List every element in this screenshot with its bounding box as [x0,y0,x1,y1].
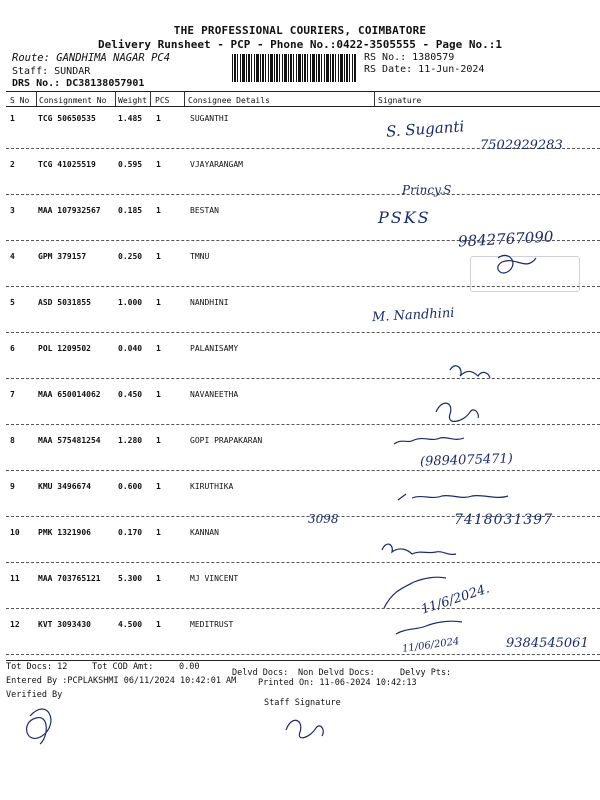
cell-weight: 0.185 [118,206,143,215]
cell-pcs: 1 [156,298,161,307]
cell-consignment: TCG 50650535 [38,114,96,123]
signature-row-7-scribble [436,403,478,421]
staff-signature-scribble [286,720,323,738]
cell-weight: 4.500 [118,620,143,629]
cell-consignee: NANDHINI [190,298,229,307]
company-name: THE PROFESSIONAL COURIERS, COIMBATORE [173,24,427,37]
cell-sno: 3 [10,206,15,215]
delivered-docs: Delvd Docs: [232,668,289,678]
cell-consignee: KANNAN [190,528,219,537]
cell-pcs: 1 [156,344,161,353]
signature-row-3: PSKS [378,208,431,227]
signature-row-1: S. Suganti [385,117,465,141]
cell-pcs: 1 [156,620,161,629]
cell-consignee: MEDITRUST [190,620,234,629]
cell-sno: 7 [10,390,15,399]
rs-date: RS Date: 11-Jun-2024 [364,64,485,75]
cell-weight: 0.170 [118,528,143,537]
cell-consignee: NAVANEETHA [190,390,239,399]
cell-weight: 1.485 [118,114,143,123]
cell-consignee: MJ VINCENT [190,574,239,583]
cell-pcs: 1 [156,114,161,123]
cell-pcs: 1 [156,574,161,583]
cell-consignment: MAA 107932567 [38,206,101,215]
cell-consignment: GPM 379157 [38,252,87,261]
runsheet-title: Delivery Runsheet - PCP - Phone No.:0422-3505555 - Page No.:1 [98,38,502,51]
cell-consignment: KVT 3093430 [38,620,91,629]
verified-by-scribble [27,709,51,744]
cell-consignment: TCG 41025519 [38,160,96,169]
non-delivered-docs: Non Delvd Docs: [298,668,375,678]
signature-row-2: Princy.S [402,183,452,197]
signature-row-5: M. Nandhini [371,305,455,326]
col-signature: Signature [378,96,422,105]
date-row-11: 11/6/2024. [419,581,492,618]
cell-sno: 8 [10,436,15,445]
col-weight: Weight [118,96,147,105]
cell-pcs: 1 [156,390,161,399]
phone-row-3: 9842767090 [457,227,554,251]
cell-consignment: POL 1209502 [38,344,91,353]
cell-weight: 0.595 [118,160,143,169]
cell-sno: 9 [10,482,15,491]
col-sno: S No [10,96,30,105]
phone-row-1: 7502929283 [480,138,563,153]
staff: Staff: SUNDAR [12,66,91,77]
phone-row-12: 9384545061 [506,636,589,651]
cell-consignment: MAA 575481254 [38,436,101,445]
cell-sno: 12 [10,620,20,629]
cell-sno: 4 [10,252,15,261]
drs-number: DRS No.: DC38138057901 [12,78,145,89]
signature-row-11-scribble [384,577,446,608]
cell-weight: 1.280 [118,436,143,445]
signature-row-12-scribble [396,621,462,634]
cell-consignee: SUGANTHI [190,114,229,123]
total-docs: Tot Docs: 12 [6,662,68,672]
signature-row-4-scribble [498,255,536,273]
delivery-points: Delvy Pts: [400,668,452,678]
entered-by: Entered By :PCPLAKSHMI 06/11/2024 10:42:01 AM [6,676,237,686]
cell-weight: 1.000 [118,298,143,307]
total-cod-amount: Tot COD Amt: 0.00 [92,662,200,672]
printed-on: Printed On: 11-06-2024 10:42:13 [258,678,417,688]
cell-pcs: 1 [156,482,161,491]
cell-consignment: ASD 5031855 [38,298,91,307]
cell-pcs: 1 [156,160,161,169]
cell-consignee: KIRUTHIKA [190,482,234,491]
cell-consignment: MAA 703765121 [38,574,101,583]
cell-consignment: PMK 1321906 [38,528,91,537]
cell-consignee: VJAYARANGAM [190,160,243,169]
phone-row-9: 7418031397 [454,512,554,528]
route: Route: GANDHIMA NAGAR PC4 [12,52,171,64]
note-row-9: 3098 [308,512,339,526]
cell-weight: 0.040 [118,344,143,353]
cell-weight: 0.250 [118,252,143,261]
cell-weight: 5.300 [118,574,143,583]
cell-pcs: 1 [156,252,161,261]
col-pcs: PCS [155,96,170,105]
cell-consignee: GOPI PRAPAKARAN [190,436,263,445]
cell-sno: 10 [10,528,20,537]
cell-sno: 2 [10,160,15,169]
col-consignee: Consignee Details [188,96,270,105]
cell-pcs: 1 [156,436,161,445]
cell-sno: 11 [10,574,20,583]
verified-by-label: Verified By [6,690,63,700]
cell-consignment: MAA 650014062 [38,390,101,399]
date-row-12: 11/06/2024 [401,636,461,655]
cell-sno: 5 [10,298,15,307]
cell-weight: 0.450 [118,390,143,399]
cell-consignment: KMU 3496674 [38,482,91,491]
cell-pcs: 1 [156,206,161,215]
footer-rule [6,660,600,661]
signature-row-6-scribble [450,366,490,378]
col-consignment: Consignment No [39,96,107,105]
cell-sno: 1 [10,114,15,123]
signature-row-9-scribble [398,494,508,500]
cell-weight: 0.600 [118,482,143,491]
signature-row-10-scribble [382,544,456,554]
cell-consignee: TMNU [190,252,210,261]
rs-number: RS No.: 1380579 [364,52,455,63]
cell-consignee: BESTAN [190,206,219,215]
signature-row-8-scribble [394,438,464,444]
cell-pcs: 1 [156,528,161,537]
staff-signature-label: Staff Signature [264,698,341,708]
cell-sno: 6 [10,344,15,353]
phone-row-8: (9894075471) [419,451,514,470]
cell-consignee: PALANISAMY [190,344,239,353]
